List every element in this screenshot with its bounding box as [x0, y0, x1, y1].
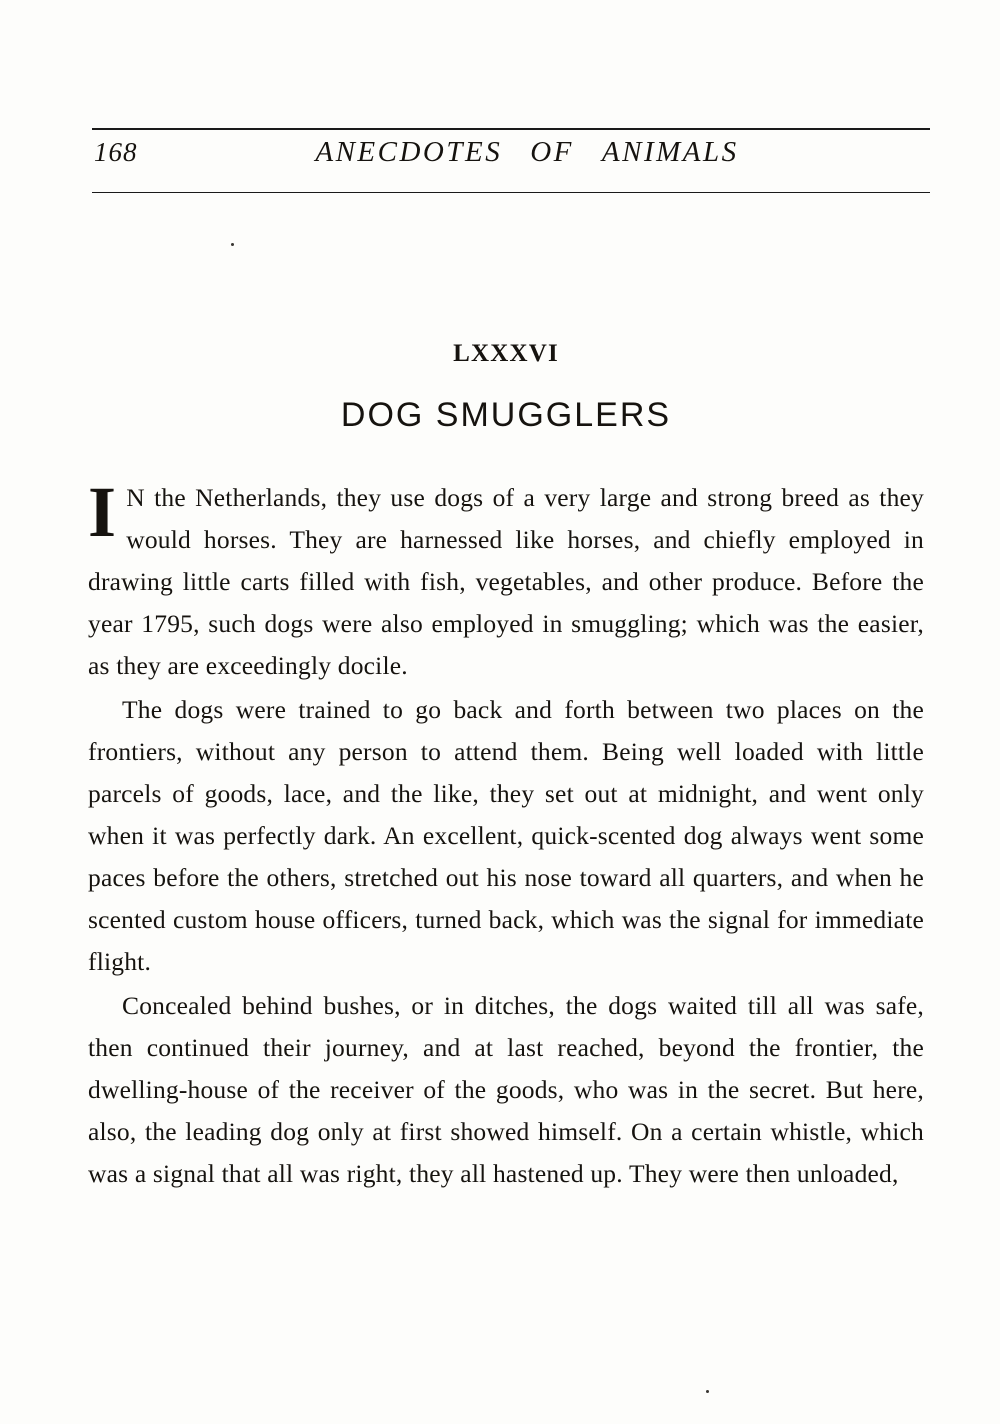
- header-rule-bottom: [92, 192, 930, 193]
- chapter-title: DOG SMUGGLERS: [340, 396, 672, 434]
- paragraph-2: The dogs were trained to go back and forth between two places on the frontiers, without any person to attend them. Being well loaded with little parcels of goods, lace, and the like, they set out at midnight, and went only when it was perfectly dark. An excellent, quick-scented dog always went some paces before the others, stretched out his nose toward all quarters, and when he scented custom house officers, turned back, which was the signal for immediate flight.: [88, 695, 924, 976]
- running-title-word-2: OF: [530, 136, 574, 168]
- drop-cap: I: [88, 472, 117, 552]
- running-head-row: [92, 130, 930, 192]
- paragraph-1-text: N the Netherlands, they use dogs of a very large and strong breed as they would horses. They are harnessed like horses, and chiefly employed in drawing little carts filled with fish, vegetables, and other produce. Before the year 1795, such dogs were also employed in smuggling; which was the easier, as they are exceedingly docile.: [88, 483, 924, 680]
- paragraph-1: [88, 472, 924, 687]
- running-title: [244, 136, 930, 169]
- stray-ink-mark-bottom: [706, 1390, 709, 1393]
- paragraph-3: Concealed behind bushes, or in ditches, the dogs waited till all was safe, then continued their journey, and at last reached, beyond the frontier, the dwelling-house of the receiver of the goods, who was in the secret. But here, also, the leading dog only at first showed himself. On a certain whistle, which was a signal that all was right, they all hastened up. They were then unloaded,: [88, 991, 924, 1188]
- chapter-number: LXXXVI: [453, 340, 559, 367]
- page-header: [92, 128, 930, 193]
- page-number: 168: [94, 137, 138, 167]
- page-body: [88, 340, 924, 1195]
- running-title-word-1: ANECDOTES: [315, 136, 503, 168]
- stray-ink-mark: [231, 243, 234, 246]
- running-title-word-3: ANIMALS: [601, 136, 739, 168]
